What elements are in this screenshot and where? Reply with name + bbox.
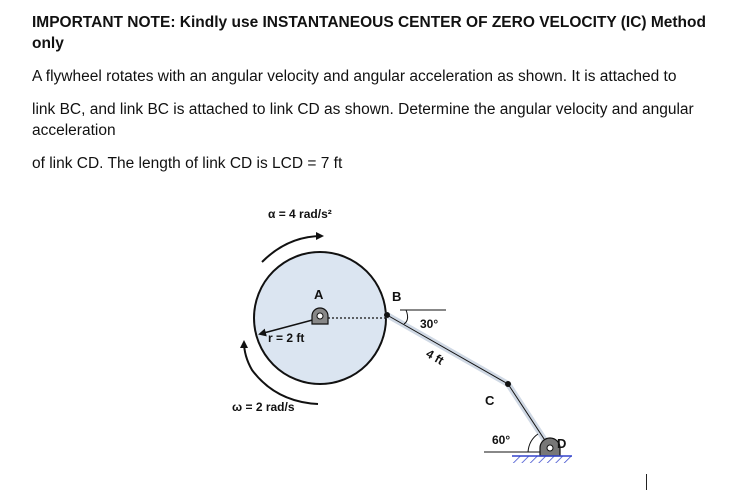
joint-c-icon [505,381,511,387]
problem-paragraph-2: link BC, and link BC is attached to link CD as shown. Determine the angular velocity and angular acceleration [32,101,694,139]
problem-paragraph-1: A flywheel rotates with an angular velocity and angular acceleration as shown. It is attached to [32,68,677,85]
pin-d-icon [547,445,553,451]
pin-a-icon [317,313,323,319]
length-bc-label: 4 ft [423,346,447,368]
point-a-label: A [314,287,324,302]
radius-label: r = 2 ft [268,331,305,345]
alpha-label: α = 4 rad/s² [268,207,332,221]
joint-b-icon [384,312,390,318]
angle-d-label: 60° [492,433,511,447]
important-note: IMPORTANT NOTE: Kindly use INSTANTANEOUS CENTER OF ZERO VELOCITY (IC) Method only [32,14,706,52]
point-b-label: B [392,289,402,304]
text-cursor [646,474,647,490]
problem-paragraph-3: of link CD. The length of link CD is LCD = 7 ft [32,155,343,172]
point-c-label: C [485,393,495,408]
angle-arc-d [528,434,538,452]
link-cd-edge [508,384,550,448]
angle-b-label: 30° [420,317,439,331]
point-d-label: D [557,436,567,451]
omega-label: ω = 2 rad/s [232,400,295,414]
ground-hatch-icon [512,456,572,463]
link-bc-edge [387,315,508,384]
